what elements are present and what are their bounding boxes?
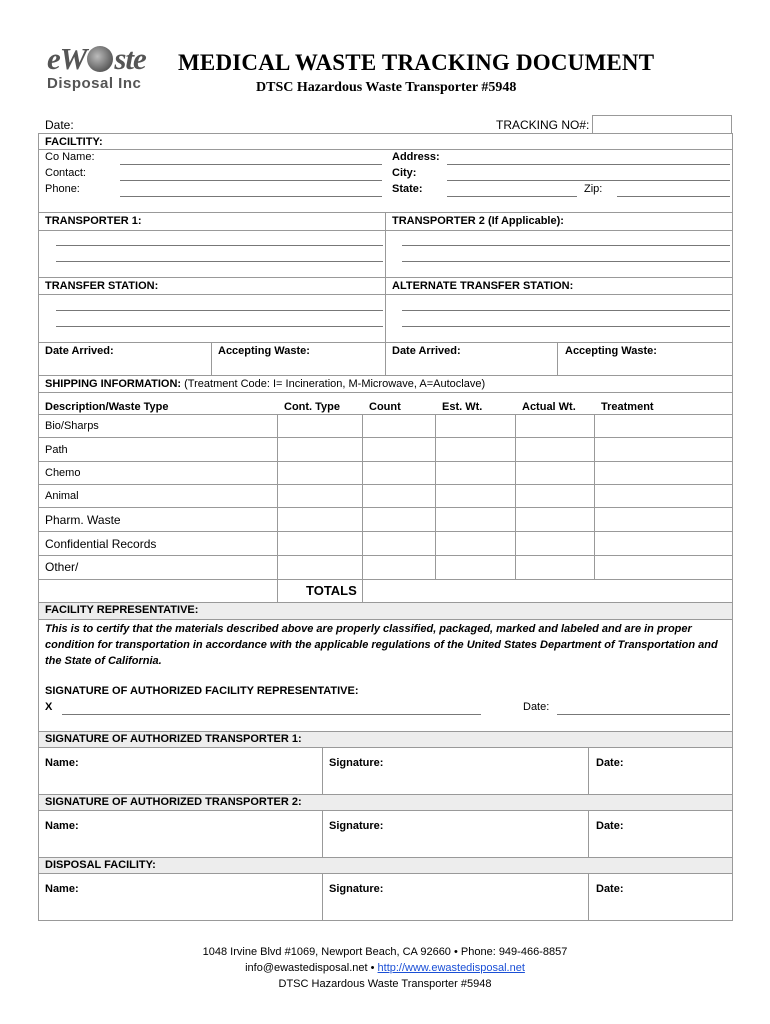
waste-row-path: Path: [45, 444, 68, 456]
facility-signature-field[interactable]: [62, 714, 481, 715]
state-label: State:: [392, 183, 423, 195]
tracking-label: TRACKING NO#:: [496, 118, 590, 132]
phone-field[interactable]: [120, 196, 382, 197]
logo-subtext: Disposal Inc: [47, 75, 142, 92]
transfer-station-field-line1[interactable]: [56, 310, 383, 311]
transporter2-signature-heading: SIGNATURE OF AUTHORIZED TRANSPORTER 2:: [45, 796, 302, 808]
logo-text-end: ste: [114, 41, 146, 76]
co-name-label: Co Name:: [45, 151, 95, 163]
waste-row-chemo: Chemo: [45, 467, 81, 479]
document-subtitle: DTSC Hazardous Waste Transporter #5948: [256, 80, 517, 95]
footer-contact: [0, 962, 770, 974]
transporter1-heading: TRANSPORTER 1:: [45, 215, 142, 227]
date-arrived-label-2: Date Arrived:: [392, 345, 461, 357]
facility-heading: FACILTITY:: [45, 136, 103, 148]
transporter2-field-line1[interactable]: [402, 245, 730, 246]
shipping-info-heading: [45, 378, 485, 390]
contact-field[interactable]: [120, 180, 382, 181]
disposal-name-label: Name:: [45, 883, 79, 895]
accepting-waste-label-2: Accepting Waste:: [565, 345, 657, 357]
alternate-transfer-field-line1[interactable]: [402, 310, 730, 311]
waste-row-confidential: Confidential Records: [45, 537, 157, 551]
disposal-facility-heading: DISPOSAL FACILITY:: [45, 859, 156, 871]
transfer-station-heading: TRANSFER STATION:: [45, 280, 159, 292]
transporter1-signature-heading: SIGNATURE OF AUTHORIZED TRANSPORTER 1:: [45, 733, 302, 745]
certification-statement: This is to certify that the materials described above are properly classified, packaged, marked and labeled and are in proper condition for transportation in accordance with the applicable regulations of the United States Department of Transportation and the State of California.: [45, 623, 718, 667]
date-label: Date:: [45, 118, 74, 132]
facility-signature-heading: SIGNATURE OF AUTHORIZED FACILITY REPRESENTATIVE:: [45, 685, 359, 697]
transporter1-signature-label: Signature:: [329, 757, 384, 769]
accepting-waste-label-1: Accepting Waste:: [218, 345, 310, 357]
transporter2-field-line2[interactable]: [402, 261, 730, 262]
zip-field[interactable]: [617, 196, 730, 197]
waste-row-animal: Animal: [45, 490, 79, 502]
totals-label: TOTALS: [306, 583, 357, 598]
footer-address: 1048 Irvine Blvd #1069, Newport Beach, CA 92660 • Phone: 949-466-8857: [202, 946, 568, 958]
waste-row-bio-sharps: Bio/Sharps: [45, 420, 99, 432]
facility-date-field[interactable]: [557, 714, 730, 715]
alternate-transfer-heading: ALTERNATE TRANSFER STATION:: [392, 280, 574, 292]
transporter1-name-label: Name:: [45, 757, 79, 769]
disposal-date-label: Date:: [596, 883, 624, 895]
facility-rep-heading: FACILITY REPRESENTATIVE:: [45, 604, 199, 616]
facility-date-label: Date:: [523, 701, 550, 713]
col-treatment: Treatment: [601, 401, 654, 413]
transporter1-field-line1[interactable]: [56, 245, 383, 246]
contact-label: Contact:: [45, 167, 86, 179]
document-title: MEDICAL WASTE TRACKING DOCUMENT: [178, 50, 655, 75]
footer-website-link[interactable]: http://www.ewastedisposal.net: [377, 962, 525, 974]
date-arrived-label-1: Date Arrived:: [45, 345, 114, 357]
city-field[interactable]: [447, 180, 730, 181]
col-cont-type: Cont. Type: [284, 401, 341, 413]
state-field[interactable]: [447, 196, 577, 197]
co-name-field[interactable]: [120, 164, 382, 165]
address-label: Address:: [392, 151, 440, 163]
tracking-number-field[interactable]: [592, 115, 732, 134]
footer-transporter-id: DTSC Hazardous Waste Transporter #5948: [278, 978, 492, 990]
signature-x-mark: X: [45, 701, 53, 713]
transfer-station-field-line2[interactable]: [56, 326, 383, 327]
col-count: Count: [369, 401, 401, 413]
shipping-heading-label: SHIPPING INFORMATION:: [45, 378, 182, 390]
logo-text-start: eW: [47, 41, 87, 76]
footer-email: info@ewastedisposal.net •: [245, 962, 378, 974]
alternate-transfer-field-line2[interactable]: [402, 326, 730, 327]
globe-icon: [87, 46, 113, 72]
col-description: Description/Waste Type: [45, 401, 169, 413]
treatment-code-legend: (Treatment Code: I= Incineration, M-Microwave, A=Autoclave): [181, 378, 486, 390]
transporter1-date-label: Date:: [596, 757, 624, 769]
city-label: City:: [392, 167, 417, 179]
transporter1-field-line2[interactable]: [56, 261, 383, 262]
company-logo: [47, 41, 167, 100]
waste-row-other: Other/: [45, 560, 79, 574]
transporter2-date-label: Date:: [596, 820, 624, 832]
transporter2-name-label: Name:: [45, 820, 79, 832]
waste-row-pharm: Pharm. Waste: [45, 513, 121, 527]
address-field[interactable]: [447, 164, 730, 165]
transporter2-signature-label: Signature:: [329, 820, 384, 832]
phone-label: Phone:: [45, 183, 80, 195]
col-actual-wt: Actual Wt.: [522, 401, 576, 413]
disposal-signature-label: Signature:: [329, 883, 384, 895]
col-est-wt: Est. Wt.: [442, 401, 483, 413]
zip-label: Zip:: [584, 183, 603, 195]
transporter2-heading: TRANSPORTER 2 (If Applicable):: [392, 215, 564, 227]
